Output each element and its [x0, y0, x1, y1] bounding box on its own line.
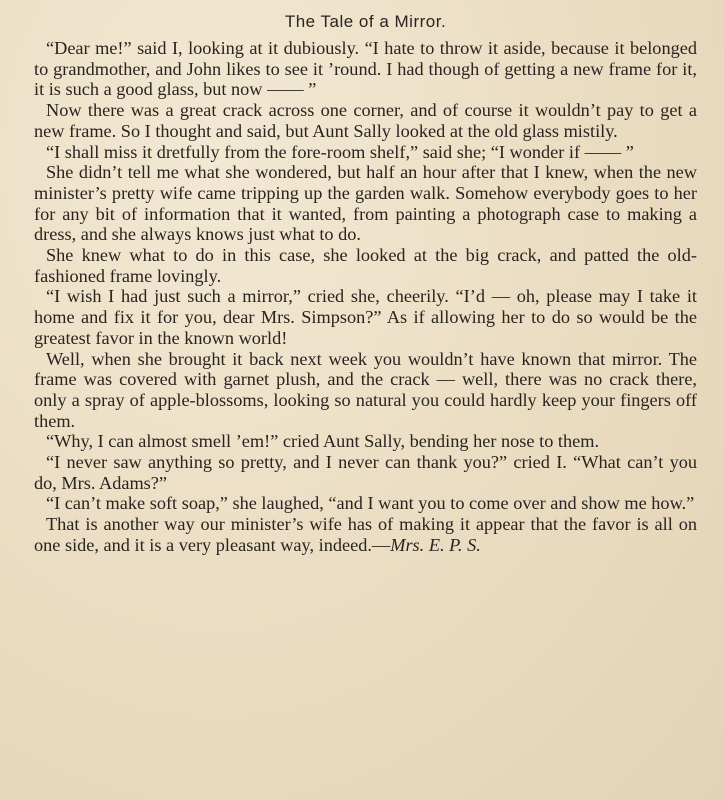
closing-paragraph	[34, 514, 697, 555]
closing-text: That is another way our minister’s wife has of making it appear that the favor is all on one side, and it is a very pleasant way, indeed.—	[34, 514, 697, 555]
paragraph: “I shall miss it dretfully from the fore-room shelf,” said she; “I wonder if —— ”	[46, 141, 634, 162]
paragraph: She didn’t tell me what she wondered, but half an hour after that I knew, when the new minister’s pretty wife came tripping up the garden walk. Somehow everybody goes to her for any bit of information that it wanted, from painting a photograph case to making a dress, and she always knows just what to do.	[34, 162, 697, 245]
paragraph: “I never saw anything so pretty, and I never can thank you?” cried I. “What can’t you do, Mrs. Adams?”	[34, 452, 697, 493]
paragraph: Now there was a great crack across one corner, and of course it wouldn’t pay to get a new frame. So I thought and said, but Aunt Sally looked at the old glass mistily.	[34, 100, 697, 141]
article-title: The Tale of a Mirror.	[284, 12, 447, 31]
paragraph: “I wish I had just such a mirror,” cried she, cheerily. “I’d — oh, please may I take it home and fix it for you, dear Mrs. Simpson?” As if allowing her to do so would be the greatest favor in the known world!	[34, 286, 697, 348]
paragraph: “Why, I can almost smell ’em!” cried Aunt Sally, bending her nose to them.	[46, 431, 600, 452]
paragraph: “Dear me!” said I, looking at it dubiously. “I hate to throw it aside, because it belonged to grandmother, and John likes to see it ’round. I had though of getting a new frame for it, it is such a good glass, but now —— ”	[34, 38, 697, 100]
paragraph: “I can’t make soft soap,” she laughed, “and I want you to come over and show me how.”	[46, 493, 695, 514]
paragraph: Well, when she brought it back next week you wouldn’t have known that mirror. The frame was covered with garnet plush, and the crack — well, there was no crack there, only a spray of apple-blossoms, looking so natural you could hardly keep your fingers off them.	[34, 348, 697, 431]
author-signature: Mrs. E. P. S.	[390, 534, 481, 555]
paragraph: She knew what to do in this case, she looked at the big crack, and patted the old-fashioned frame lovingly.	[34, 245, 697, 286]
